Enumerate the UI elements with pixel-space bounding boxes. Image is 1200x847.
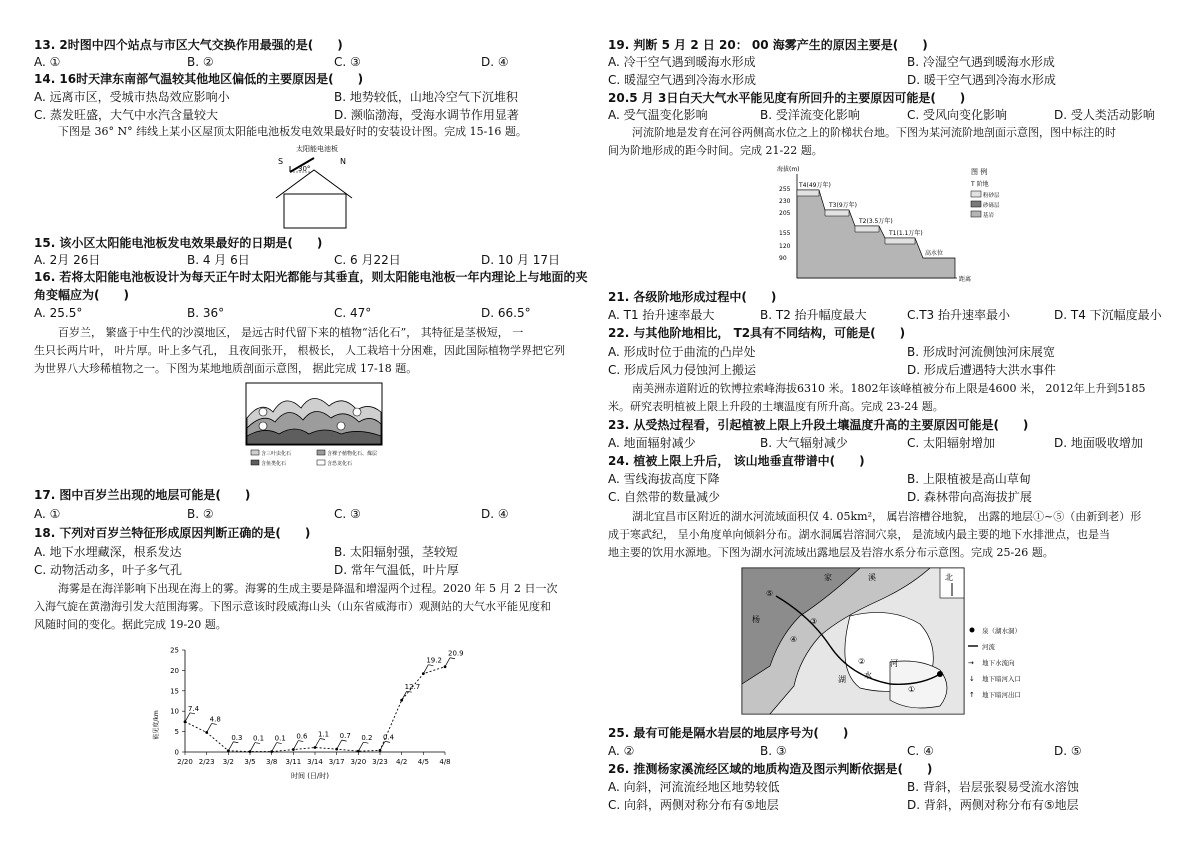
legend-trilobite: 含三叶虫化石 xyxy=(261,451,292,457)
q20-option-b: B. 受洋流变化影响 xyxy=(760,108,860,122)
chart-data-label: 0.7 xyxy=(339,732,351,741)
chart-x-tick-label: 3/8 xyxy=(266,758,278,766)
chart-point xyxy=(205,731,208,734)
stratum-5-label: ⑤ xyxy=(766,589,774,598)
south-label: S xyxy=(278,157,284,166)
q22-option-b: B. 形成时河流侧蚀河床展宽 xyxy=(907,345,1055,359)
visibility-plot-area xyxy=(170,647,464,767)
wind-barb-feather xyxy=(233,742,238,743)
q15-option-a: A. 2月 26日 xyxy=(34,253,101,267)
wind-barb-staff xyxy=(250,743,255,752)
house-wall xyxy=(284,194,346,228)
chart-data-label: 12.7 xyxy=(404,683,421,692)
chart-x-tick-label: 4/2 xyxy=(396,758,408,766)
solar-panel-house-figure xyxy=(270,142,370,232)
q14-option-d: D. 濒临渤海，受海水调节作用显著 xyxy=(334,108,519,122)
chart-y-tick-label: 20 xyxy=(170,666,179,675)
stratum-2-label: ② xyxy=(858,657,866,666)
intro-23-24-line2: 米。研究表明植被上限上升段的土壤温度有所升高。完成 23-24 题。 xyxy=(608,400,944,413)
q26-stem: 26. 推测杨家溪流经区域的地质构造及图示判断依据是( ) xyxy=(608,762,933,776)
wind-barb-staff xyxy=(185,713,190,722)
q21-option-a: A. T1 抬升速率最大 xyxy=(608,308,715,322)
stratum-marker-1 xyxy=(259,408,267,416)
intro-25-26-line1: 湖北宜昌市区附近的湖水河流域面积仅 4. 05km²， 属岩溶槽谷地貌， 出露的地层①~⑤（由新到老）形 xyxy=(632,510,1142,523)
q19-option-b: B. 冷湿空气遇到暖海水形成 xyxy=(907,55,1055,69)
q26-option-a: A. 向斜，河流流经地区地势较低 xyxy=(608,780,780,794)
q19-stem: 19. 判断 5 月 2 日 20： 00 海雾产生的原因主要是( ) xyxy=(608,38,928,52)
intro-19-20-line3: 风随时间的变化。据此完成 19-20 题。 xyxy=(34,618,227,631)
q19-option-a: A. 冷干空气遇到暖海水形成 xyxy=(608,55,756,69)
chart-data-label: 1.1 xyxy=(318,730,330,739)
chart-data-label: 0.2 xyxy=(361,734,373,743)
chart-data-label: 20.9 xyxy=(448,649,464,658)
q22-stem: 22. 与其他阶地相比， T2具有不同结构，可能是( ) xyxy=(608,326,906,340)
chart-x-tick-label: 3/23 xyxy=(372,758,388,766)
terrace-ytick-90: 90 xyxy=(779,255,787,262)
chart-x-tick-label: 3/2 xyxy=(222,758,234,766)
wind-barb-staff xyxy=(293,741,298,750)
intro-19-20-line2: 入海气旋在黄渤海引发大范围海雾。下图示意该时段威海山头（山东省威海市）观测站的大气水平能见度和 xyxy=(34,600,551,613)
wind-barb-feather xyxy=(255,743,260,744)
q25-option-d: D. ⑤ xyxy=(1054,744,1082,758)
intro-17-18-line2: 生只长两片叶， 叶片厚。叶上多气孔， 且夜间张开， 根极长， 人工栽培十分困难，因此国际植物学界把它列 xyxy=(34,344,565,357)
intro-21-22-line2: 间为阶地形成的距今时间。完成 21-22 题。 xyxy=(608,144,823,157)
wind-barb-staff xyxy=(207,723,212,732)
north-label: N xyxy=(340,157,346,166)
q13-option-b: B. ② xyxy=(187,55,214,69)
legend-swatch-gymnosperm xyxy=(317,450,325,455)
chart-y-label: 能见度/km xyxy=(153,710,160,740)
stratum-marker-3 xyxy=(337,422,345,430)
intro-17-18-line1: 百岁兰， 繁盛于中生代的沙漠地区， 是远古时代留下来的植物“活化石”， 其特征是茎极短， 一 xyxy=(58,326,524,339)
intro-21-22-line1: 河流阶地是发育在河谷两侧高水位之上的阶梯状台地。下图为某河流阶地剖面示意图，图中标注的时 xyxy=(632,126,1116,139)
q17-stem: 17. 图中百岁兰出现的地层可能是( ) xyxy=(34,488,251,502)
terrace-ytick-205: 205 xyxy=(779,210,791,217)
legend-inlet: 地下暗河入口 xyxy=(982,675,1021,683)
chart-x-tick-label: 3/17 xyxy=(328,758,345,766)
terrace-ytick-230: 230 xyxy=(779,198,791,205)
legend-swatch-trilobite xyxy=(251,450,259,455)
q14-stem: 14. 16时天津东南部气温较其他地区偏低的主要原因是( ) xyxy=(34,72,364,86)
terrace-y-label: 海拔(m) xyxy=(777,166,800,173)
chart-x-tick-label: 4/8 xyxy=(439,758,451,766)
intro-23-24-line1: 南美洲赤道附近的钦博拉索峰海拔6310 米。1802年该峰植被分布上限是4600 米， 2012年上升到5185 xyxy=(632,382,1146,395)
q24-option-d: D. 森林带向高海拔扩展 xyxy=(907,490,1032,504)
q21-option-c: C.T3 抬升速率最小 xyxy=(907,308,1010,322)
q24-stem: 24. 植被上限上升后， 该山地垂直带谱中( ) xyxy=(608,454,865,468)
wind-barb-staff xyxy=(272,743,277,752)
legend-swatch-dinosaur xyxy=(317,460,325,465)
q19-option-c: C. 暖湿空气遇到冷海水形成 xyxy=(608,73,757,87)
q26-option-c: C. 向斜，两侧对称分布有⑤地层 xyxy=(608,798,779,812)
chart-data-label: 0.3 xyxy=(231,733,243,742)
q20-option-d: D. 受人类活动影响 xyxy=(1054,108,1155,122)
terrace-ytick-155: 155 xyxy=(779,230,791,237)
terrace-high-water: 高水位 xyxy=(925,250,944,257)
chart-y-tick-label: 25 xyxy=(170,646,179,655)
solar-panel-label: 太阳能电池板 xyxy=(296,145,338,153)
q23-option-b: B. 大气辐射减少 xyxy=(760,436,848,450)
q14-option-a: A. 远离市区，受城市热岛效应影响小 xyxy=(34,90,230,104)
north-label: 北 xyxy=(945,573,953,582)
terrace-x-label: 距离 xyxy=(959,276,972,283)
q24-option-c: C. 自然带的数量减少 xyxy=(608,490,721,504)
q17-option-d: D. ④ xyxy=(481,507,509,521)
q13-option-c: C. ③ xyxy=(334,55,361,69)
q25-option-a: A. ② xyxy=(608,744,635,758)
chart-data-label: 0.1 xyxy=(253,734,265,743)
q25-option-b: B. ③ xyxy=(760,744,787,758)
chart-data-label: 7.4 xyxy=(188,704,200,713)
q24-option-b: B. 上限植被是高山草甸 xyxy=(907,472,1031,486)
q23-option-d: D. 地面吸收增加 xyxy=(1054,436,1143,450)
intro-19-20-line1: 海雾是在海洋影响下出现在海上的雾。海雾的生成主要是降温和增湿两个过程。2020 年 5 月 2 日一次 xyxy=(58,582,558,595)
q23-option-c: C. 太阳辐射增加 xyxy=(907,436,996,450)
stratum-marker-2 xyxy=(259,422,267,430)
q17-option-a: A. ① xyxy=(34,507,61,521)
legend-dinosaur: 含恐龙化石 xyxy=(327,461,353,467)
q26-option-d: D. 背斜，两侧对称分布有⑤地层 xyxy=(907,798,1079,812)
visibility-chart xyxy=(150,640,470,780)
q21-option-d: D. T4 下沉幅度最小 xyxy=(1054,308,1162,322)
chart-x-tick-label: 4/5 xyxy=(417,758,429,766)
terrace-t2: T2(3.5万年) xyxy=(859,218,893,225)
q25-option-c: C. ④ xyxy=(907,744,934,758)
wind-barb-feather xyxy=(428,665,433,666)
map-label-he: 河 xyxy=(890,659,898,668)
wind-barb-feather xyxy=(298,741,303,742)
chart-point xyxy=(379,749,382,752)
q16-option-b: B. 36° xyxy=(187,306,225,320)
legend-flow-icon: → xyxy=(968,659,974,667)
chart-data-label: 0.1 xyxy=(274,734,286,743)
wind-barb-feather xyxy=(190,713,195,714)
chart-data-label: 4.8 xyxy=(209,715,221,724)
q13-option-d: D. ④ xyxy=(481,55,509,69)
q15-option-c: C. 6 月22日 xyxy=(334,253,401,267)
q20-stem: 20.5 月 3日白天大气水平能见度有所回升的主要原因可能是( ) xyxy=(608,91,966,105)
legend-spring: 泉（湖水洞） xyxy=(982,627,1021,635)
wind-barb-staff xyxy=(228,742,233,751)
q15-option-d: D. 10 月 17日 xyxy=(481,253,561,267)
terrace-legend-bedrock: 基岩 xyxy=(983,213,995,219)
wind-barb-feather xyxy=(407,691,412,692)
q18-option-a: A. 地下水埋藏深，根系发达 xyxy=(34,545,182,559)
wind-barb-feather xyxy=(320,739,325,740)
legend-inlet-icon: ↓ xyxy=(969,675,975,683)
q24-option-a: A. 雪线海拔高度下降 xyxy=(608,472,720,486)
q22-option-d: D. 形成后遭遇特大洪水事件 xyxy=(907,363,1056,377)
chart-y-tick-label: 5 xyxy=(174,728,179,737)
q15-stem: 15. 该小区太阳能电池板发电效果最好的日期是( ) xyxy=(34,236,323,250)
q13-option-a: A. ① xyxy=(34,55,61,69)
wind-barb-feather xyxy=(450,658,455,659)
chart-x-tick-label: 2/23 xyxy=(198,758,215,766)
wind-barb-staff xyxy=(445,658,450,667)
chart-point xyxy=(270,750,273,753)
q26-option-b: B. 背斜，岩层张裂易受流水溶蚀 xyxy=(907,780,1079,794)
chart-y-tick-label: 0 xyxy=(174,748,179,757)
q20-option-a: A. 受气温变化影响 xyxy=(608,108,708,122)
chart-point xyxy=(335,748,338,751)
river-terrace-figure xyxy=(775,160,1011,285)
intro-17-18-line3: 为世界八大珍稀植物之一。下图为某地地质剖面示意图， 据此完成 17-18 题。 xyxy=(34,362,418,375)
q16-option-a: A. 25.5° xyxy=(34,306,83,320)
q18-option-b: B. 太阳辐射强，茎较短 xyxy=(334,545,458,559)
chart-data-label: 0.6 xyxy=(296,732,308,741)
q17-option-b: B. ② xyxy=(187,507,214,521)
legend-outlet-icon: ↑ xyxy=(969,691,975,699)
terrace-legend-gravel: 砂砾层 xyxy=(983,203,1000,209)
q18-option-c: C. 动物活动多，叶子多气孔 xyxy=(34,563,183,577)
terrace-t3: T3(9万年) xyxy=(829,202,857,209)
q16-stem-cont: 角变幅应为( ) xyxy=(34,288,129,302)
terrace-t4: T4(49万年) xyxy=(799,182,831,189)
q20-option-c: C. 受风向变化影响 xyxy=(907,108,1008,122)
wind-barb-staff xyxy=(380,741,385,750)
intro-25-26-line3: 地主要的饮用水源地。下图为湖水河流域出露地层及岩溶水系分布示意图。完成 25-26 题。 xyxy=(608,546,1054,559)
chart-data-label: 19.2 xyxy=(426,656,442,665)
wind-barb-staff xyxy=(337,740,342,749)
q16-option-c: C. 47° xyxy=(334,306,372,320)
karst-basin-map xyxy=(740,566,1040,718)
legend-spring-icon xyxy=(970,628,975,633)
map-label-shui: 水 xyxy=(864,671,872,680)
q18-option-d: D. 常年气温低，叶片厚 xyxy=(334,563,459,577)
q13-stem: 13. 2时图中四个站点与市区大气交换作用最强的是( ) xyxy=(34,38,343,52)
map-label-jia: 家 xyxy=(824,573,832,582)
map-label-yang: 杨 xyxy=(752,615,760,624)
intro-15-16: 下图是 36° N° 纬线上某小区屋顶太阳能电池板发电效果最好时的安装设计图。完成 15-16 题。 xyxy=(58,125,527,138)
legend-gymnosperm: 含裸子植物化石、煤层 xyxy=(327,451,378,457)
wind-barb-feather xyxy=(342,740,347,741)
q16-stem: 16. 若将太阳能电池板设计为每天正午时太阳光都能与其垂直，则太阳能电池板一年内理论上与地面的夹 xyxy=(34,270,588,284)
q22-option-a: A. 形成时位于曲流的凸岸处 xyxy=(608,345,756,359)
q25-stem: 25. 最有可能是隔水岩层的地层序号为( ) xyxy=(608,726,849,740)
chart-x-tick-label: 3/5 xyxy=(244,758,256,766)
chart-series-line xyxy=(185,667,445,752)
stratum-3-label: ③ xyxy=(810,617,818,626)
wind-barb-feather xyxy=(212,723,217,724)
terrace-t1: T1(1.1万年) xyxy=(889,230,923,237)
chart-x-tick-label: 3/20 xyxy=(350,758,367,766)
q23-stem: 23. 从受热过程看，引起植被上限上升段土壤温度升高的主要原因可能是( ) xyxy=(608,418,1029,432)
terrace-legend-title: 图 例 xyxy=(971,168,988,176)
q14-option-b: B. 地势较低，山地冷空气下沉堆积 xyxy=(334,90,518,104)
q21-option-b: B. T2 抬升幅度最大 xyxy=(760,308,867,322)
legend-river: 河流 xyxy=(982,643,995,651)
legend-fish: 含鱼类化石 xyxy=(261,461,287,467)
chart-x-label: 时间 (日/时) xyxy=(290,772,330,780)
legend-flow: 地下水流向 xyxy=(982,659,1015,667)
map-label-xi: 溪 xyxy=(868,573,876,582)
q14-option-c: C. 蒸发旺盛，大气中水汽含量较大 xyxy=(34,108,219,122)
panel-angle-label: 30° xyxy=(298,165,311,173)
wind-barb-feather xyxy=(363,742,368,743)
wind-barb-staff xyxy=(315,739,320,748)
terrace-ytick-255: 255 xyxy=(779,186,791,193)
q16-option-d: D. 66.5° xyxy=(481,306,531,320)
chart-data-label: 0.4 xyxy=(383,733,395,742)
q17-option-c: C. ③ xyxy=(334,507,361,521)
q15-option-b: B. 4 月 6日 xyxy=(187,253,250,267)
chart-x-tick-label: 3/11 xyxy=(285,758,302,766)
terrace-legend-terrace: T 阶地 xyxy=(971,181,989,188)
q18-stem: 18. 下列对百岁兰特征形成原因判断正确的是( ) xyxy=(34,526,311,540)
chart-y-tick-label: 15 xyxy=(170,687,179,696)
terrace-legend-swatch-gravel xyxy=(971,201,981,207)
stratum-1-label: ① xyxy=(908,685,916,694)
spring-marker xyxy=(937,671,943,677)
terrace-legend-swatch-silt xyxy=(971,191,981,197)
terrace-bedrock xyxy=(797,190,955,278)
wind-barb-feather xyxy=(277,743,282,744)
wind-barb-feather xyxy=(385,741,390,742)
geologic-section-figure xyxy=(245,382,385,468)
legend-swatch-fish xyxy=(251,460,259,465)
terrace-ytick-120: 120 xyxy=(779,243,791,250)
intro-25-26-line2: 成于寒武纪， 呈小角度单向倾斜分布。湖水洞属岩溶洞穴泉， 是流域内最主要的地下水排泄点，也是当 xyxy=(608,528,1110,541)
wind-barb-staff xyxy=(358,742,363,751)
chart-point xyxy=(444,665,447,668)
chart-x-tick-label: 3/14 xyxy=(307,758,323,766)
legend-outlet: 地下暗河出口 xyxy=(982,691,1021,699)
stratum-marker-4 xyxy=(353,408,361,416)
stratum-4-label: ④ xyxy=(790,635,798,644)
chart-y-tick-label: 10 xyxy=(170,707,179,716)
terrace-legend-swatch-bedrock xyxy=(971,211,981,217)
q21-stem: 21. 各级阶地形成过程中( ) xyxy=(608,290,777,304)
terrace-legend-silt: 粉砂层 xyxy=(983,193,1000,199)
map-label-hu: 湖 xyxy=(838,675,846,684)
q19-option-d: D. 暖干空气遇到冷海水形成 xyxy=(907,73,1056,87)
chart-point xyxy=(249,750,252,753)
q23-option-a: A. 地面辐射减少 xyxy=(608,436,696,450)
q22-option-c: C. 形成后风力侵蚀河上搬运 xyxy=(608,363,757,377)
chart-x-tick-label: 2/20 xyxy=(177,758,193,766)
